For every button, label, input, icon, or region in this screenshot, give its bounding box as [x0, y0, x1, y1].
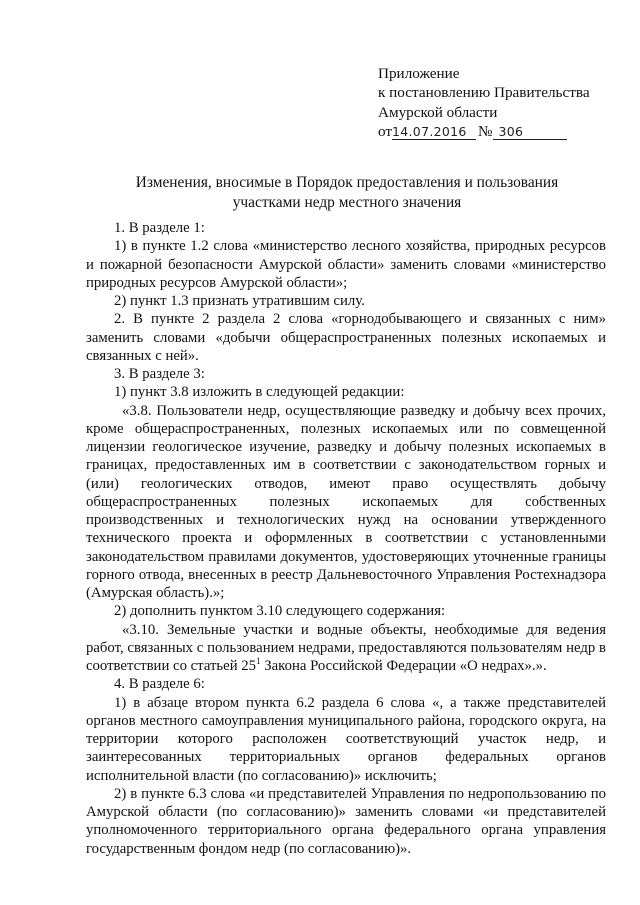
- paragraph: 4. В разделе 6:: [114, 676, 205, 693]
- paragraph-text-tail: Закона Российской Федерации «О недрах».».: [260, 658, 547, 674]
- date-prefix: от: [378, 123, 393, 141]
- paragraph: 2. В пункте 2 раздела 2 слова «горнодобывающего и связанных с ним» заменить словами «добычи общераспространенных полезных ископаемых и связанных с ней».: [86, 311, 606, 364]
- paragraph: 2) в пункте 6.3 слова «и представителей Управления по недропользованию по Амурской области (по согласованию)» заменить словами «и представителей уполномоченного территориального органа федерального органа управления государственным фондом недр (по согласованию)».: [86, 785, 606, 857]
- paragraph: 1) в пункте 1.2 слова «министерство лесного хозяйства, природных ресурсов и пожарной безопасности Амурской области» заменить словами «министерство природных ресурсов Амурской области»;: [86, 238, 606, 291]
- document-body: [86, 219, 606, 858]
- quoted-paragraph: «3.8. Пользователи недр, осуществляющие разведку и добычу всех прочих, кроме общераспространенных, полезных ископаемых или по совмещенной лицензии геологическое изучение, разведку и добычу полезных ископаемых в границах, предоставленных им в соответствии с законодательством горных и (или) геологических отводов, имеют право осуществлять добычу общераспространенных полезных ископаемых для собственных производственных и технологических нужд на основании утвержденного технического проекта и оформленных в соответствии с установленными законодательством правилами документов, удостоверяющих уточненные границы горного отвода, внесенных в реестр Дальневосточного Управления Ростехнадзора (Амурская область).»;: [86, 402, 606, 601]
- date-value: 14.07.2016: [392, 124, 467, 140]
- number-prefix: №: [478, 123, 493, 141]
- paragraph: 1. В разделе 1:: [114, 220, 205, 236]
- document-title: [84, 173, 610, 213]
- paragraph: 2) дополнить пунктом 3.10 следующего содержания:: [114, 603, 446, 620]
- title-line: участками недр местного значения: [232, 193, 462, 211]
- number-value: 306: [498, 124, 524, 140]
- paragraph: 2) пункт 1.3 признать утратившим силу.: [114, 293, 365, 309]
- appendix-date-number: [378, 122, 590, 141]
- paragraph: 3. В разделе 3:: [114, 366, 205, 382]
- paragraph: 1) пункт 3.8 изложить в следующей редакции:: [114, 384, 405, 401]
- appendix-header: [378, 64, 590, 142]
- appendix-line: к постановлению Правительства: [378, 84, 590, 102]
- date-field: [392, 124, 476, 140]
- superscript: 1: [256, 656, 261, 667]
- paragraph-text: «3.10. Земельные участки и водные объекты, необходимые для ведения работ, связанных с пользованием недрами, предоставляются пользователям недр в соответствии со статьей 25: [86, 621, 606, 674]
- number-field: [493, 124, 567, 140]
- appendix-line: Амурской области: [378, 103, 498, 121]
- quoted-paragraph: [86, 621, 606, 676]
- paragraph: 1) в абзаце втором пункта 6.2 раздела 6 слова «, а также представителей органов местного самоуправления муниципального района, городского округа, на территории которого расположен соответствующий участок недр, и заинтересованных территориальных органов федеральных органов исполнительной власти (по согласованию)» исключить;: [86, 694, 606, 784]
- title-line: Изменения, вносимые в Порядок предоставления и пользования: [135, 174, 559, 191]
- appendix-line: Приложение: [378, 65, 460, 82]
